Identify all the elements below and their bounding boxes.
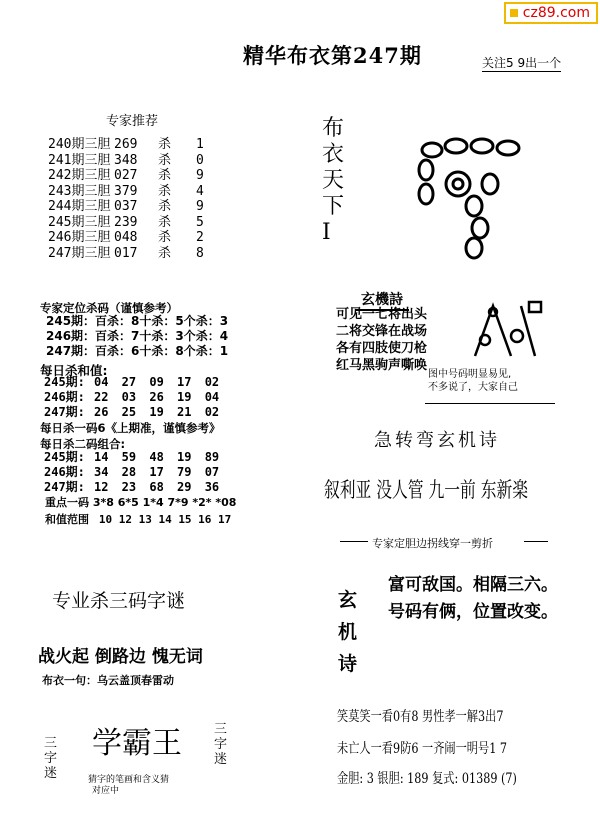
chain-link	[482, 174, 498, 194]
daily-sum-row	[44, 405, 219, 420]
focus-position-line: 重点一码 3*8 6*5 1*4 7*9 *2* *08	[45, 496, 237, 509]
record-row	[48, 137, 204, 153]
daily-one-code: 每日杀一码6《上期准，谨慎参考》	[40, 421, 221, 435]
buyi-char: 天	[322, 168, 345, 193]
sum-range-line	[45, 511, 231, 527]
sanzimi-char: 字	[214, 737, 228, 752]
record-nums: 379	[114, 183, 138, 199]
position-kill-row: 246期：百杀：7十杀：3个杀：4	[46, 329, 229, 343]
daily-pair-row-values: 34 28 17 79 07	[94, 465, 220, 479]
riddle-hint: 猜字的笔画和含义猜	[88, 775, 170, 785]
sum-range-values: 10 12 13 14 15 16 17	[98, 513, 232, 526]
record-kill-label: 杀	[158, 152, 172, 168]
expert-line: 专家定胆边拐线穿一剪折	[372, 537, 493, 550]
record-nums: 027	[114, 168, 138, 183]
record-issue: 247期三胆	[48, 245, 111, 261]
figure-caption	[428, 368, 518, 394]
record-kill-label: 杀	[158, 230, 172, 245]
buyi-char: 布	[322, 116, 345, 141]
chain-link	[497, 141, 519, 155]
poem-line: 各有四肢使刀枪	[336, 341, 428, 356]
buyi-vertical-title	[322, 116, 350, 246]
record-kill-label: 杀	[158, 168, 172, 183]
record-issue: 242期三胆	[48, 168, 111, 183]
sanzimi-char: 迷	[214, 752, 228, 767]
chain-link	[419, 184, 433, 204]
daily-pair-row	[44, 480, 219, 495]
caption-line: 不多说了，大家自己	[428, 382, 518, 393]
three-char-riddle-label-right	[214, 722, 232, 767]
record-row	[48, 230, 204, 246]
piece-icon	[529, 302, 541, 312]
record-kill-label: 杀	[158, 199, 172, 214]
record-kill-label: 杀	[158, 245, 172, 261]
daily-sum-title: 每日杀和值:	[40, 363, 108, 378]
record-row	[48, 168, 204, 184]
daily-pair-row	[44, 450, 219, 465]
xuanji-vertical	[338, 584, 362, 680]
coin-icon	[446, 172, 470, 196]
record-kill-label: 杀	[158, 214, 172, 230]
record-nums: 048	[114, 230, 138, 245]
record-kill: 9	[196, 199, 204, 214]
daily-sum-row-values: 26 25 19 21 02	[94, 405, 220, 419]
daily-sum-row	[44, 390, 219, 405]
record-nums: 017	[114, 245, 138, 261]
record-row	[48, 153, 204, 169]
record-kill: 1	[196, 137, 204, 152]
record-issue: 244期三胆	[48, 199, 111, 214]
record-kill: 9	[196, 168, 204, 183]
site-watermark[interactable]	[504, 2, 598, 24]
record-row	[48, 199, 204, 215]
daily-pair-row	[44, 465, 219, 480]
buyi-sentence: 布衣一句：乌云盖顶春雷动	[42, 674, 174, 687]
position-kill-title: 专家定位杀码（谨慎参考）	[40, 301, 178, 315]
daily-pair-row-issue: 246期:	[44, 465, 85, 479]
daily-sum-row-values: 04 27 09 17 02	[94, 375, 220, 389]
daily-sum-row-issue: 246期:	[44, 390, 85, 404]
record-kill-label: 杀	[158, 137, 172, 152]
sanzimi-char: 三	[44, 736, 58, 751]
daily-sum-row	[44, 375, 219, 390]
poem-line: 红马黑驹声嘶唤	[336, 358, 428, 373]
xuanji-char: 机	[338, 621, 358, 643]
record-kill: 0	[196, 152, 204, 168]
record-nums: 239	[114, 214, 138, 230]
record-kill: 4	[196, 183, 204, 199]
record-issue: 241期三胆	[48, 152, 111, 168]
fukedi-line-1: 富可敌国。相隔三六。	[388, 575, 558, 595]
chain-link	[445, 139, 467, 153]
caption-line: 图中号码明显易见,	[428, 369, 512, 380]
record-row	[48, 184, 204, 200]
position-kill-rows	[46, 314, 228, 359]
chain-link	[472, 218, 488, 238]
buyi-char: 衣	[322, 142, 345, 167]
kill-three-riddle-title: 专业杀三码字谜	[52, 590, 186, 612]
sanzimi-char: 迷	[44, 766, 58, 781]
record-kill: 2	[196, 230, 204, 245]
chain-link	[466, 196, 482, 216]
records-title: 专家推荐	[106, 114, 159, 129]
record-row	[48, 215, 204, 231]
a-shape	[475, 306, 511, 356]
record-issue: 240期三胆	[48, 137, 111, 152]
sanzimi-char: 三	[214, 722, 228, 737]
poem-line: 可见一七将出头	[336, 307, 428, 322]
daily-sum-row-issue: 245期:	[44, 375, 85, 389]
record-issue: 246期三胆	[48, 230, 111, 245]
battle-riddle: 战火起 倒路边 愧无词	[38, 647, 203, 667]
piece-icon	[511, 330, 523, 342]
xuanji-poem-title: 玄機詩	[355, 289, 409, 311]
daily-pair-title: 每日杀二码组合:	[40, 437, 126, 451]
daily-pair-row-values: 14 59 48 19 89	[94, 450, 220, 464]
chess-figure-graphic	[455, 296, 555, 366]
riddle-hint-2: 对应中	[92, 786, 120, 796]
record-nums: 348	[114, 152, 138, 168]
coin-hole-icon	[453, 179, 463, 189]
chain-link	[422, 143, 442, 157]
daily-sum-row-issue: 247期:	[44, 405, 85, 419]
poem-line: 二将交锋在战场	[336, 324, 428, 339]
daily-pair-row-issue: 245期:	[44, 450, 85, 464]
xuanji-char: 诗	[338, 653, 358, 675]
riddle-line-1: 笑莫笑一看0有8 男性孝一解3出7	[337, 709, 504, 725]
focus-note: 关注5 9出一个	[482, 56, 562, 70]
watermark-text: cz89.com	[522, 5, 590, 21]
position-kill-row: 247期：百杀：6十杀：8个杀：1	[46, 344, 229, 358]
daily-sum-row-values: 22 03 26 19 04	[94, 390, 220, 404]
xueba-riddle: 学霸王	[92, 726, 182, 761]
riddle-line-2: 未亡人一看9防6 一齐闹一明号1 7	[337, 741, 508, 757]
chain-link	[471, 139, 493, 153]
buyi-char: 下	[322, 194, 345, 219]
chain-link	[419, 160, 433, 180]
xuanji-char: 玄	[338, 589, 358, 611]
caption-divider	[425, 403, 555, 404]
daily-pair-rows	[44, 450, 219, 495]
record-kill: 5	[196, 214, 204, 230]
record-row	[48, 246, 204, 262]
divider-right	[524, 541, 548, 542]
record-issue: 245期三胆	[48, 214, 111, 230]
brain-teaser-poem: 叙利亚 没人管 九一前 东新楽	[324, 478, 529, 502]
brain-teaser-title: 急转弯玄机诗	[374, 430, 500, 451]
fukedi-line-2: 号码有俩，位置改变。	[388, 602, 558, 622]
gold-silver-line: 金胆: 3 银胆: 189 复式: 01389 (7)	[337, 771, 517, 787]
daily-sum-rows	[44, 375, 219, 420]
piece-icon	[489, 308, 497, 316]
records-table	[48, 137, 204, 261]
daily-pair-row-issue: 247期:	[44, 480, 85, 494]
chain-link	[466, 238, 482, 258]
daily-pair-row-values: 12 23 68 29 36	[94, 480, 220, 494]
chain-puzzle-graphic	[412, 132, 532, 264]
record-nums: 037	[114, 199, 138, 214]
record-kill: 8	[196, 245, 204, 261]
divider-left	[340, 541, 368, 542]
page-title: 精华布衣第247期	[243, 43, 422, 68]
stroke-line	[521, 306, 535, 356]
position-kill-row: 245期：百杀：8十杀：5个杀：3	[46, 314, 229, 328]
record-issue: 243期三胆	[48, 183, 111, 199]
three-char-riddle-label-left	[44, 736, 62, 781]
record-nums: 269	[114, 137, 138, 152]
record-kill-label: 杀	[158, 183, 172, 199]
xuanji-poem	[336, 306, 427, 374]
buyi-char: I	[322, 220, 331, 245]
sum-range-label: 和值范围	[45, 513, 89, 526]
logo-square-icon	[510, 9, 518, 17]
sanzimi-char: 字	[44, 751, 58, 766]
